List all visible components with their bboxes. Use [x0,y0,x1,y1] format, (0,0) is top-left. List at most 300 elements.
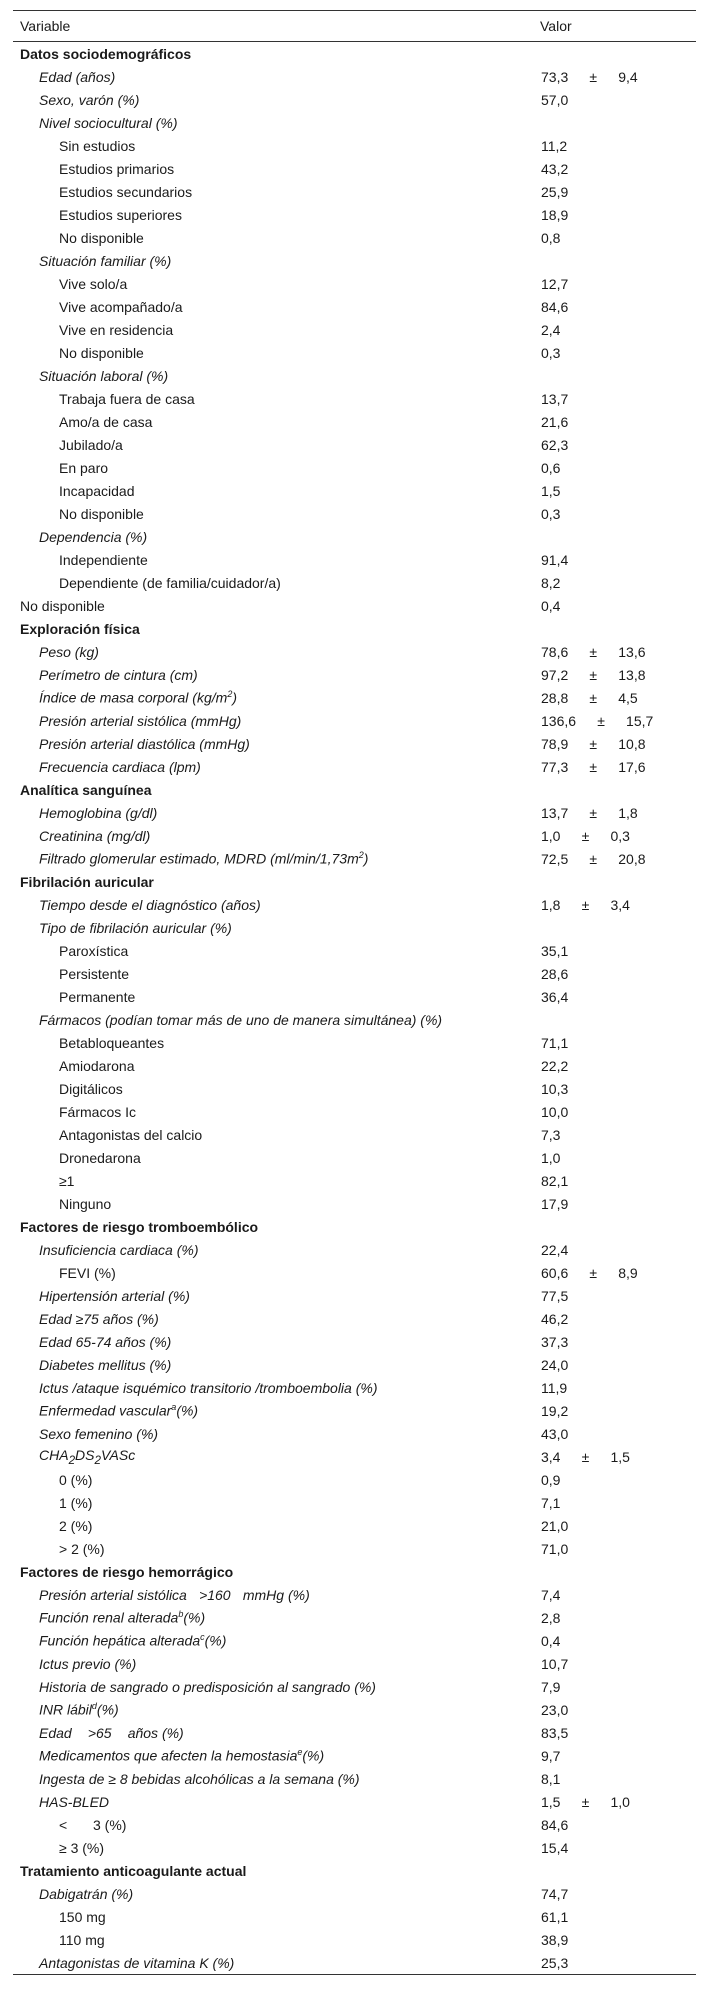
row-value [541,1058,696,1074]
row-value [541,644,696,660]
row-label [13,414,541,430]
row-value [541,1771,696,1787]
row-value [541,1403,696,1419]
row-label [13,1357,541,1373]
value-sd: 13,8 [618,666,646,683]
label-text: Ingesta de ≥ 8 bebidas alcohólicas a la semana (%) [39,1770,360,1787]
row-label [13,759,541,775]
row-value [541,322,696,338]
section-row [13,1560,696,1583]
row-label [13,1955,541,1971]
value-mean: 24,0 [541,1356,569,1373]
value-mean: 62,3 [541,436,569,453]
value-mean: 1,5 [541,482,561,499]
label-text: Fármacos Ic [59,1103,137,1120]
label-after: (%) [96,1701,119,1718]
row-label [13,828,541,844]
label-text: Presión arterial sistólica (mmHg) [39,712,242,729]
row-value [541,736,696,752]
label-text: Insuficiencia cardiaca (%) [39,1241,199,1258]
row-label [13,1380,541,1396]
row-value [541,207,696,223]
label-text: Medicamentos que afecten la hemostasia [39,1747,298,1764]
row-label [13,1311,541,1327]
value-mean: 28,6 [541,965,569,982]
row-label [13,253,541,269]
row-label [13,1265,541,1281]
value-mean: 84,6 [541,1816,569,1833]
row-value [541,1035,696,1051]
value-mean: 38,9 [541,1931,569,1948]
row-value [541,1127,696,1143]
table-row [13,1537,696,1560]
label-text: Situación familiar (%) [39,252,172,269]
label-text: 1 (%) [59,1494,93,1511]
value-mean: 46,2 [541,1310,569,1327]
row-value [541,1380,696,1396]
table-row [13,1606,696,1629]
table-row [13,387,696,410]
value-mean: 72,5 [541,850,569,867]
row-label [13,1058,541,1074]
value-sd: 10,8 [618,735,646,752]
row-label [13,115,541,131]
label-text: Datos sociodemográficos [20,45,192,62]
plus-minus-symbol: ± [589,804,598,821]
label-text: Dependencia (%) [39,528,148,545]
label-symbol: < [59,1816,68,1833]
value-mean: 1,8 [541,896,561,913]
value-mean: 71,0 [541,1540,569,1557]
label-part: CHA [39,1446,69,1463]
table-row [13,1491,696,1514]
value-mean: 78,9 [541,735,569,752]
value-mean: 28,8 [541,689,569,706]
value-mean: 0,4 [541,597,561,614]
row-value [541,966,696,982]
label-text: No disponible [59,344,144,361]
label-text: Dronedarona [59,1149,141,1166]
label-text: Permanente [59,988,136,1005]
table-row [13,1445,696,1468]
table-row [13,1307,696,1330]
label-superscript: b [178,1609,184,1620]
label-sub: 2 [68,1453,76,1467]
label-superscript: 2 [227,689,233,700]
row-label [13,850,541,867]
label-text: Antagonistas de vitamina K (%) [39,1954,235,1971]
value-mean: 25,3 [541,1954,569,1971]
row-label [13,1402,541,1419]
label-text: Persistente [59,965,130,982]
row-value [541,828,696,844]
table-row [13,1146,696,1169]
label-text: Función renal alterada [39,1609,179,1626]
label-text: Hipertensión arterial (%) [39,1287,190,1304]
table-row [13,985,696,1008]
table-row [13,1330,696,1353]
label-text: Función hepática alterada [39,1632,201,1649]
value-mean: 10,7 [541,1655,569,1672]
row-value [541,506,696,522]
value-sd: 9,4 [618,68,638,85]
value-mean: 10,0 [541,1103,569,1120]
row-label [13,460,541,476]
label-superscript: 2 [358,850,364,861]
value-mean: 15,4 [541,1839,569,1856]
row-value [541,575,696,591]
value-mean: 21,6 [541,413,569,430]
plus-minus-symbol: ± [581,1448,590,1465]
value-mean: 10,3 [541,1080,569,1097]
row-value [541,276,696,292]
label-text: Creatinina (mg/dl) [39,827,151,844]
row-label [13,1081,541,1097]
table-row [13,410,696,433]
value-mean: 1,0 [541,827,561,844]
row-label [13,138,541,154]
table-row [13,1284,696,1307]
value-mean: 0,6 [541,459,561,476]
label-text: Historia de sangrado o predisposición al sangrado (%) [39,1678,376,1695]
plus-minus-symbol: ± [589,758,598,775]
row-label [13,1472,541,1488]
row-value [541,483,696,499]
table-row [13,1353,696,1376]
row-label [13,207,541,223]
label-text: Factores de riesgo tromboembólico [20,1218,259,1235]
row-label [13,1609,541,1626]
label-text: Estudios primarios [59,160,175,177]
value-sd: 4,5 [618,689,638,706]
label-text: Índice de masa corporal (kg/m [39,689,228,706]
row-label [13,644,541,660]
table-row [13,364,696,387]
label-text: Sexo femenino (%) [39,1425,159,1442]
label-text: Factores de riesgo hemorrágico [20,1563,234,1580]
label-text: 110 mg [59,1931,105,1948]
value-mean: 36,4 [541,988,569,1005]
label-text: Diabetes mellitus (%) [39,1356,172,1373]
row-label [13,1932,541,1948]
table-row [13,1813,696,1836]
label-superscript: e [297,1747,303,1758]
value-mean: 12,7 [541,275,569,292]
row-label [13,230,541,246]
row-label [13,1035,541,1051]
row-value [541,989,696,1005]
row-value [541,92,696,108]
label-text: En paro [59,459,109,476]
row-label [13,598,541,614]
row-label [13,575,541,591]
table-row [13,249,696,272]
value-mean: 7,9 [541,1678,561,1695]
value-sd: 3,4 [610,896,630,913]
value-mean: 91,4 [541,551,569,568]
row-label [13,46,541,62]
row-value [541,1426,696,1442]
table-row [13,295,696,318]
label-after: (%) [302,1747,325,1764]
label-text: Nivel sociocultural (%) [39,114,178,131]
label-text: Antagonistas del calcio [59,1126,203,1143]
characteristics-table [13,10,696,1975]
table-row [13,318,696,341]
table-row [13,226,696,249]
row-label [13,184,541,200]
table-row [13,272,696,295]
label-text: Fármacos (podían tomar más de uno de manera simultánea) (%) [39,1011,443,1028]
row-value [541,1702,696,1718]
row-label [13,1863,541,1879]
row-label [13,322,541,338]
row-value [541,943,696,959]
value-mean: 7,1 [541,1494,561,1511]
table-row [13,433,696,456]
row-label [13,483,541,499]
label-text: No disponible [59,505,144,522]
row-label [13,506,541,522]
label-text: Amiodarona [59,1057,135,1074]
label-text: Enfermedad vascular [39,1402,172,1419]
plus-minus-symbol: ± [589,68,598,85]
row-label [13,1173,541,1189]
row-label [13,276,541,292]
table-row [13,65,696,88]
row-label [13,1840,541,1856]
row-label [13,529,541,545]
table-row [13,1238,696,1261]
label-text: Presión arterial sistólica [39,1586,187,1603]
value-mean: 136,6 [541,712,577,729]
row-label [13,1909,541,1925]
row-label [13,69,541,85]
row-value [541,1265,696,1281]
value-mean: 0,4 [541,1632,561,1649]
row-value [541,1449,696,1465]
row-label [13,1196,541,1212]
row-value [541,897,696,913]
label-text: Incapacidad [59,482,135,499]
row-value [541,1081,696,1097]
plus-minus-symbol: ± [581,827,590,844]
row-value [541,1541,696,1557]
row-label [13,966,541,982]
table-row [13,824,696,847]
table-body [13,42,696,1975]
row-value [541,1495,696,1511]
value-mean: 60,6 [541,1264,569,1281]
table-row [13,939,696,962]
row-label [13,1104,541,1120]
row-value [541,391,696,407]
value-mean: 37,3 [541,1333,569,1350]
value-mean: 97,2 [541,666,569,683]
label-text: Vive solo/a [59,275,128,292]
value-mean: 7,4 [541,1586,561,1603]
row-label [13,1701,541,1718]
table-row [13,1905,696,1928]
row-label [13,1447,541,1467]
label-text: Edad (años) [39,68,116,85]
row-value [541,1679,696,1695]
row-label [13,1725,541,1741]
plus-minus-symbol: ± [581,896,590,913]
value-mean: 77,5 [541,1287,569,1304]
label-text: 0 (%) [59,1471,93,1488]
table-row [13,1652,696,1675]
label-text: Digitálicos [59,1080,123,1097]
value-mean: 2,4 [541,321,561,338]
label-after: ) [363,850,369,867]
value-mean: 1,0 [541,1149,561,1166]
value-mean: 73,3 [541,68,569,85]
label-text: Dependiente (de familia/cuidador/a) [59,574,281,591]
row-value [541,1242,696,1258]
label-text: Tratamiento anticoagulante actual [20,1862,247,1879]
label-text: Amo/a de casa [59,413,153,430]
value-mean: 35,1 [541,942,569,959]
label-text: Ninguno [59,1195,112,1212]
table-row [13,1192,696,1215]
row-label [13,1564,541,1580]
row-value [541,1610,696,1626]
value-sd: 1,0 [610,1793,630,1810]
table-row [13,1031,696,1054]
row-label [13,1518,541,1534]
value-mean: 57,0 [541,91,569,108]
row-value [541,713,696,729]
row-label [13,1127,541,1143]
value-sd: 1,8 [618,804,638,821]
table-row [13,1744,696,1767]
section-row [13,778,696,801]
row-value [541,1173,696,1189]
table-row [13,1675,696,1698]
row-label [13,782,541,798]
label-superscript: c [200,1632,205,1643]
label-text: Trabaja fuera de casa [59,390,195,407]
plus-minus-symbol: ± [589,689,598,706]
label-after: (%) [176,1402,199,1419]
row-value [541,414,696,430]
label-text: INR lábil [39,1701,92,1718]
table-row [13,88,696,111]
label-threshold: >160 [199,1586,231,1603]
label-text: No disponible [20,597,105,614]
plus-minus-symbol: ± [589,735,598,752]
label-text: Tiempo desde el diagnóstico (años) [39,896,261,913]
label-text: ≥ 3 (%) [59,1839,105,1856]
row-label [13,368,541,384]
table-row [13,111,696,134]
label-text: Sexo, varón (%) [39,91,140,108]
label-text: Peso (kg) [39,643,99,660]
row-value [541,759,696,775]
table-header [13,10,696,42]
value-mean: 78,6 [541,643,569,660]
value-mean: 43,0 [541,1425,569,1442]
table-row [13,341,696,364]
table-row [13,893,696,916]
row-label [13,1219,541,1235]
row-value [541,1909,696,1925]
value-mean: 83,5 [541,1724,569,1741]
row-label [13,1817,541,1833]
plus-minus-symbol: ± [589,850,598,867]
row-label [13,552,541,568]
value-mean: 84,6 [541,298,569,315]
label-text: No disponible [59,229,144,246]
table-row [13,1376,696,1399]
label-after: (%) [204,1632,227,1649]
value-mean: 21,0 [541,1517,569,1534]
label-part: DS [75,1446,95,1463]
label-text: > 2 (%) [59,1540,105,1557]
value-mean: 25,9 [541,183,569,200]
table-row [13,1951,696,1975]
value-mean: 71,1 [541,1034,569,1051]
table-row [13,594,696,617]
row-label [13,1242,541,1258]
value-mean: 77,3 [541,758,569,775]
row-label [13,1747,541,1764]
table-row [13,1721,696,1744]
table-row [13,502,696,525]
row-value [541,667,696,683]
section-row [13,42,696,65]
row-value [541,437,696,453]
value-mean: 1,5 [541,1793,561,1810]
label-text: Fibrilación auricular [20,873,154,890]
value-sd: 1,5 [610,1448,630,1465]
label-text: Estudios superiores [59,206,182,223]
plus-minus-symbol: ± [589,666,598,683]
table-row [13,1514,696,1537]
table-row [13,1261,696,1284]
label-text: Tipo de fibrilación auricular (%) [39,919,232,936]
label-text: Independiente [59,551,148,568]
table-row [13,801,696,824]
row-value [541,345,696,361]
label-text: 2 (%) [59,1517,93,1534]
header-value: Valor [540,18,572,34]
value-mean: 2,8 [541,1609,561,1626]
table-row [13,1169,696,1192]
label-text: Ictus previo (%) [39,1655,137,1672]
label-text: Filtrado glomerular estimado, MDRD (ml/min/1,73m [39,850,359,867]
value-mean: 0,3 [541,505,561,522]
row-label [13,1426,541,1442]
row-label [13,1150,541,1166]
table-row [13,134,696,157]
row-label [13,621,541,637]
value-sd: 17,6 [618,758,646,775]
row-label [13,1632,541,1649]
label-text: Jubilado/a [59,436,123,453]
table-row [13,1399,696,1422]
row-label [13,736,541,752]
row-value [541,1334,696,1350]
row-value [541,1311,696,1327]
row-value [541,1587,696,1603]
row-value [541,69,696,85]
table-row [13,1790,696,1813]
table-row [13,755,696,778]
row-label [13,805,541,821]
label-text: Sin estudios [59,137,136,154]
